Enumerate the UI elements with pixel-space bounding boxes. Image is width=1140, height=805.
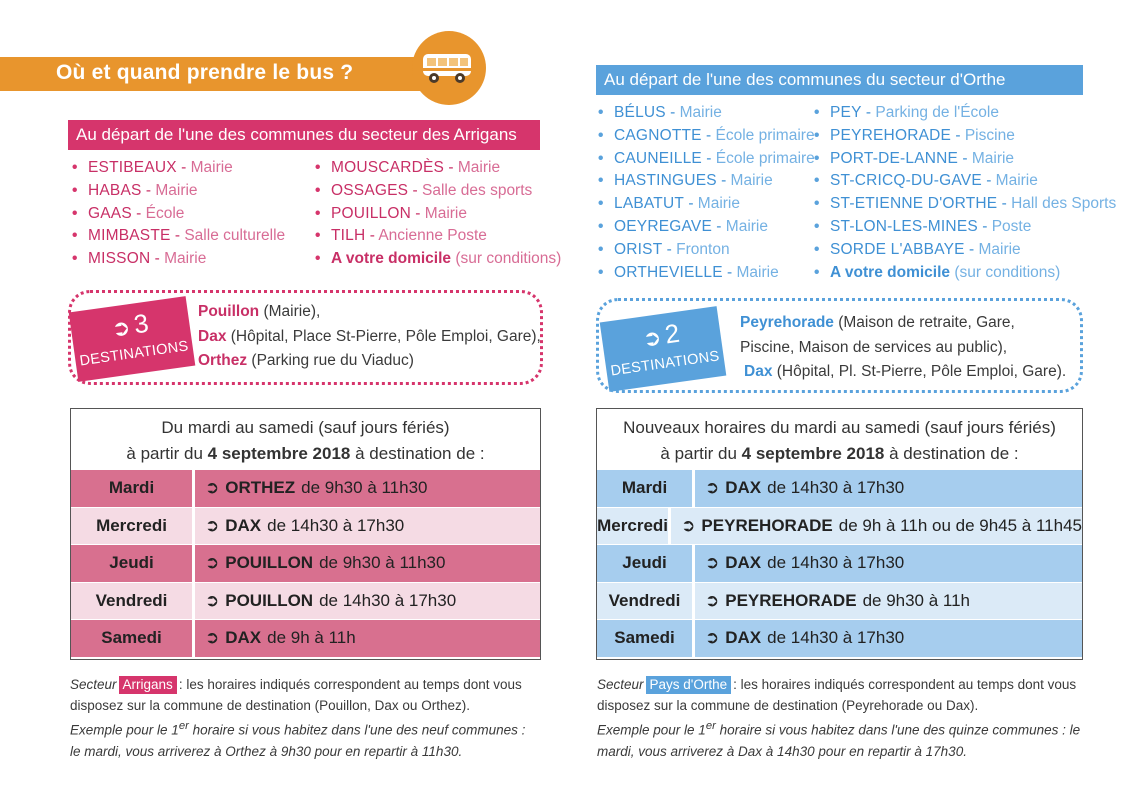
home-pickup-item: • A votre domicile (sur conditions)	[814, 263, 1061, 281]
stop-list-orthe-col1	[598, 102, 815, 284]
list-item: • MISSON - Mairie	[72, 250, 207, 268]
arrow-right-icon: ➲	[705, 478, 720, 497]
arrow-right-icon: ➲	[110, 314, 132, 342]
arrow-right-icon: ➲	[205, 478, 220, 497]
stop-list-orthe-col2	[814, 102, 1116, 284]
list-item: • BÉLUS - Mairie	[598, 104, 722, 121]
list-item: • MOUSCARDÈS - Mairie	[315, 159, 501, 176]
destination-line: Peyrehorade (Maison de retraite, Gare,	[740, 314, 1015, 331]
list-item: • OSSAGES - Salle des sports	[315, 181, 533, 199]
list-item: • CAUNEILLE - École primaire	[598, 149, 815, 167]
sector-header-orthe: Au départ de l'une des communes du secteur d'Orthe	[596, 65, 1083, 95]
schedule-header: Du mardi au samedi (sauf jours fériés) à partir du 4 septembre 2018 à destination de :	[126, 418, 485, 463]
list-item: • PEYREHORADE - Piscine	[814, 126, 1015, 144]
list-item: • LABATUT - Mairie	[598, 195, 740, 213]
table-row: Samedi ➲ DAX de 14h30 à 17h30	[597, 619, 1082, 657]
destination-line: Dax (Hôpital, Pl. St-Pierre, Pôle Emploi, Gare).	[744, 363, 1067, 380]
list-item: • PORT-DE-LANNE - Mairie	[814, 149, 1015, 167]
table-row: Mardi ➲ DAX de 14h30 à 17h30	[597, 469, 1082, 507]
arrow-right-icon: ➲	[705, 628, 720, 648]
arrow-right-icon: ➲	[641, 324, 663, 352]
destinations-list-arrigans	[198, 300, 541, 374]
home-pickup-item: • A votre domicile (sur conditions)	[315, 250, 562, 268]
footnote-orthe: Secteur Pays d'Orthe : les horaires indiqués correspondent au temps dont vous disposez sur la commune de destination (Peyrehorade ou Dax). Exemple pour le 1er horaire si vous habitez dans l'une des quinze communes : le mardi, vous arriverez à Dax à 14h30 pour en repartir à 17h30.	[597, 677, 1081, 759]
list-item: • ST-CRICQ-DU-GAVE - Mairie	[814, 172, 1038, 190]
table-row: Mercredi ➲ PEYREHORADE de 9h à 11h ou de 9h45 à 11h45	[597, 507, 1082, 545]
arrow-right-icon: ➲	[705, 553, 720, 573]
table-row: Mercredi ➲ DAX de 14h30 à 17h30	[71, 507, 540, 545]
bus-icon	[421, 51, 477, 85]
bus-badge	[412, 31, 486, 105]
list-item: • HASTINGUES - Mairie	[598, 172, 773, 190]
list-item: • OEYREGAVE - Mairie	[598, 217, 768, 235]
sector-header-arrigans: Au départ de l'une des communes du secteur des Arrigans	[68, 120, 540, 150]
table-row: Samedi ➲ DAX de 9h à 11h	[71, 619, 540, 657]
destinations-count-badge: ➲2 DESTINATIONS	[600, 306, 727, 392]
destinations-count-badge: ➲3 DESTINATIONS	[69, 296, 196, 382]
list-item: • ST-LON-LES-MINES - Poste	[814, 217, 1032, 235]
arrow-right-icon: ➲	[205, 515, 220, 535]
arrow-right-icon: ➲	[205, 628, 220, 648]
list-item: • ESTIBEAUX - Mairie	[72, 159, 233, 176]
arrow-right-icon: ➲	[705, 590, 720, 610]
list-item: • HABAS - Mairie	[72, 181, 198, 199]
list-item: • PEY - Parking de l'École	[814, 104, 999, 121]
arrow-right-icon: ➲	[205, 553, 220, 573]
list-item: • SORDE L'ABBAYE - Mairie	[814, 240, 1021, 258]
list-item: • TILH - Ancienne Poste	[315, 227, 487, 245]
table-row: Jeudi ➲ POUILLON de 9h30 à 11h30	[71, 544, 540, 582]
schedule-header: Nouveaux horaires du mardi au samedi (sauf jours fériés) à partir du 4 septembre 2018 à destination de :	[623, 418, 1056, 463]
stop-list-arrigans-col1	[72, 157, 285, 271]
table-row: Mardi ➲ ORTHEZ de 9h30 à 11h30	[71, 469, 540, 507]
destination-line: Dax (Hôpital, Place St-Pierre, Pôle Emploi, Gare),	[198, 327, 541, 345]
destinations-list-orthe	[740, 311, 1066, 385]
stop-list-arrigans-col2	[315, 157, 561, 271]
page-title: Où et quand prendre le bus ?	[56, 61, 354, 84]
schedule-table-orthe	[596, 408, 1083, 660]
list-item: • ORTHEVIELLE - Mairie	[598, 263, 779, 281]
destination-line: Piscine, Maison de services au public),	[740, 338, 1008, 356]
list-item: • MIMBASTE - Salle culturelle	[72, 227, 286, 245]
list-item: • POUILLON - Mairie	[315, 204, 467, 222]
footnote-arrigans: Secteur Arrigans : les horaires indiqués correspondent au temps dont vous disposez sur la commune de destination (Pouillon, Dax ou Orthez). Exemple pour le 1er horaire si vous habitez dans l'une des neuf communes : le mardi, vous arriverez à Orthez à 9h30 pour en repartir à 11h30.	[70, 677, 526, 759]
table-row: Vendredi ➲ POUILLON de 14h30 à 17h30	[71, 582, 540, 620]
destination-line: Pouillon (Mairie),	[198, 303, 321, 320]
list-item: • ST-ETIENNE D'ORTHE - Hall des Sports	[814, 195, 1117, 213]
table-row: Vendredi ➲ PEYREHORADE de 9h30 à 11h	[597, 582, 1082, 620]
list-item: • ORIST - Fronton	[598, 240, 730, 258]
list-item: • CAGNOTTE - École primaire	[598, 126, 815, 144]
table-row: Jeudi ➲ DAX de 14h30 à 17h30	[597, 544, 1082, 582]
list-item: • GAAS - École	[72, 204, 185, 222]
destination-line: Orthez (Parking rue du Viaduc)	[198, 352, 414, 369]
arrow-right-icon: ➲	[205, 590, 220, 610]
arrow-right-icon: ➲	[681, 515, 696, 535]
schedule-table-arrigans	[70, 408, 541, 660]
